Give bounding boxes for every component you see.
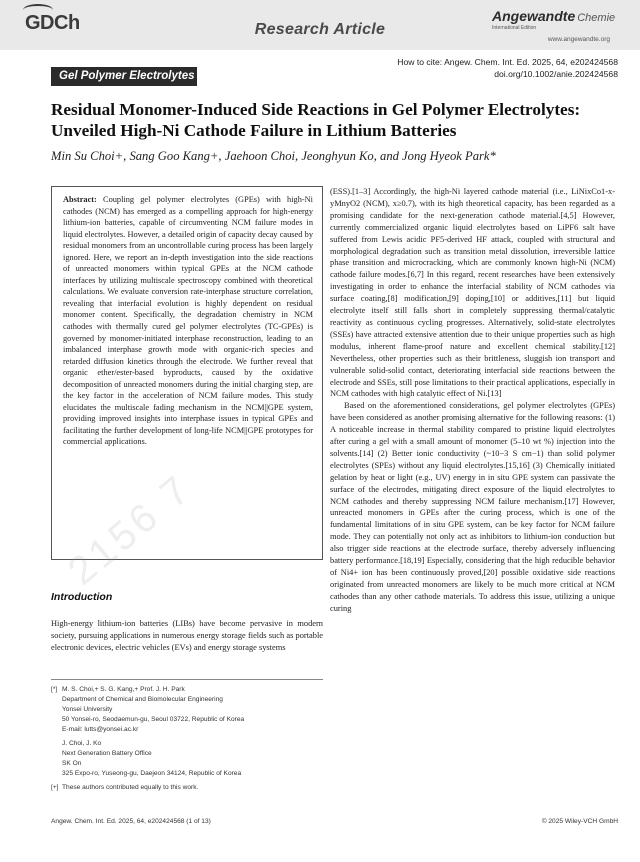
affiliation-line (51, 759, 323, 769)
watermark: 2156 7 (60, 465, 201, 594)
affiliation-text: 50 Yonsei-ro, Seodaemun-gu, Seoul 03722, Republic of Korea (62, 716, 245, 723)
affiliation-divider (51, 679, 323, 680)
footer-copyright: © 2025 Wiley-VCH GmbH (541, 818, 618, 825)
affiliation-text: SK On (62, 760, 82, 767)
journal-logo[interactable] (492, 8, 616, 44)
journal-url[interactable]: www.angewandte.org (547, 36, 610, 43)
introduction-text: High-energy lithium-ion batteries (LIBs) have become pervasive in modern society, pursuing applications in numerous energy storage fields such as portable electronic devices, electric vehicles (EVs) and energy storage systems (51, 619, 323, 652)
journal-logo-main: Angewandte (492, 8, 576, 24)
affiliation-line (51, 769, 323, 779)
section-label: Research Article (254, 21, 386, 38)
abstract-label: Abstract: (63, 195, 97, 204)
affiliation-line (51, 705, 323, 715)
right-column (330, 186, 615, 615)
author-list: Min Su Choi+, Sang Goo Kang+, Jaehoon Choi, Jeonghyun Ko, and Jong Hyeok Park* (51, 149, 496, 163)
abstract-text (63, 194, 313, 448)
journal-logo-chemie: Chemie (577, 12, 616, 24)
affiliation-text: These authors contributed equally to this work. (62, 784, 199, 791)
affiliation-mark: [*] (51, 686, 58, 693)
affiliation-text: J. Choi, J. Ko (62, 740, 102, 747)
right-paragraph-2: Based on the aforementioned considerations, gel polymer electrolytes (GPEs) have been considered as another promising alternative for the following reasons: (1) A noticeable increase in thermal stability compared to pristine liquid electrolytes after curing a gel with a small amount of monomer (5–10 wt %) injection into the solvents.[14] (2) Better ionic conductivity (~10−3 S cm−1) than solid polymer electrolytes (SPEs) without any liquid electrolytes.[15,16] (3) Chemically initiated gelation by heat or light (e.g., UV) energy in in situ GPE system can passivate the surface of the electrodes, mitigating direct exposure of the liquid electrolytes to NCM cathodes and thereby suppressing NCM failure mechanism.[17] However, unreacted monomers in GPEs after the curing process, which is one of the fundamental limitations of in situ GPE system, can be key factor for NCM failure mode. They can potentially not only act as inhibitors to lithium-ion conduction but also trigger side reactions at the electrode surface, thereby adversely influencing battery performance.[18,19] Especially, considering that the high reducible behavior of Ni4+ ion has been continuously proved,[20] possible oxidative side reactions originated from unreacted monomers are likely to be much more critical at NCM cathodes than any other cathode materials. To address this issue, utilizing a unique curing (330, 401, 615, 613)
doi-link[interactable]: doi.org/10.1002/anie.202424568 (494, 69, 618, 79)
right-paragraph-1: (ESS).[1–3] Accordingly, the high-Ni layered cathode material (i.e., LiNixCo1-x-yMnyO2 (NCM), x≥0.7), with its high theoretical capacity, has been regarded as a promising candidate for the next-generation cathode material.[4,5] However, currently commercialized organic liquid electrolytes based on LiPF6 salt have suffered from Lewis acidic PF5-derived HF attack, coupled with structural and morphological degradation such as transition metal dissolution, irreversible lattice phase transition and microcracking, which are commonly known high-Ni (NCM) cathode failure modes.[6,7] In this regard, recent researches have been extensively investigating in order to enhance the interfacial stability of NCM cathodes via surface coating,[8] modification,[9] doping,[10] or additives,[11] but liquid electrolyte itself still falls short in completely suppressing thermal/catalytic reactivity as continuous cycling progresses. Alternatively, solid-state electrolytes (SSEs) have attracted extensive attention due to their unique properties such as high modulus, inherent flame-proof nature and excellent chemical stability.[12] Nevertheless, other properties such as their brittleness, sluggish ion transport and vulnerable solid-solid contact, deteriorating interfacial side reactions between the electrode and SSEs, still pose limitations to their practical applications, especially in NCM cathodes with high catalytic effect of Ni.[13] (330, 187, 615, 399)
affiliation-mark: [+] (51, 784, 59, 791)
citation-block (397, 56, 618, 80)
affiliation-text: M. S. Choi,+ S. G. Kang,+ Prof. J. H. Park (62, 686, 185, 693)
affiliations (51, 685, 323, 793)
affiliation-line (51, 715, 323, 725)
journal-logo-tagline: International Edition (492, 25, 537, 31)
footer-citation: Angew. Chem. Int. Ed. 2025, 64, e202424568 (1 of 13) (51, 818, 211, 825)
publisher-logo-text: GDCh (25, 12, 80, 34)
affiliation-line (51, 725, 323, 735)
affiliation-text: Department of Chemical and Biomolecular Engineering (62, 696, 223, 703)
introduction-heading: Introduction (51, 591, 113, 603)
abstract-body: Coupling gel polymer electrolytes (GPEs) with high-Ni cathodes (NCM) has emerged as a compelling approach for high-energy lithium-ion batteries, capable of circumventing NCM failure modes in liquid electrolytes. However, a detailed origin of capacity decay caused by residual monomers from an uncontrollable curing process has been largely ignored. Here, we report an in-depth investigation into the side reactions of unreacted monomers within typical GPEs at the NCM cathode interfaces by utilizing multiscale spectroscopy combined with theoretical calculations. We evaluate conversion rate-interphase structure correlation, revealing that interfacial evolution is highly dependent on residual monomer content. Specifically, the degradation chemistry in NCM cathodes with thermally cured gel polymer electrolytes (TC-GPEs) is governed by monomer-initiated interphase reconstruction, leading to an imbalanced interphase growth mode with organic-rich species and retarded diffusion kinetics through the electrode. We further reveal that organic ether/ester-based byproducts, caused by the oxidative decomposition of unreacted monomers during the initial charging step, are the key factor in the acceleration of NCM failure modes. This study elucidates the multiscale fading mechanism in the NCM||GPE system, providing improved insights into interphase issues in typical GPEs and facilitating the further development of long-life NCM||GPE prototypes for commercial applications. (63, 195, 313, 447)
article-title: Residual Monomer-Induced Side Reactions in Gel Polymer Electrolytes: Unveiled High-Ni Cathode Failure in Lithium Batteries (51, 100, 581, 140)
affiliation-line (51, 783, 323, 793)
affiliation-line (51, 749, 323, 759)
topic-tag: Gel Polymer Electrolytes (51, 67, 197, 86)
affiliation-text: 325 Expo-ro, Yuseong-gu, Daejeon 34124, Republic of Korea (62, 770, 242, 777)
affiliation-line (51, 685, 323, 695)
affiliation-line (51, 739, 323, 749)
affiliation-text: Yonsei University (62, 706, 113, 713)
affiliation-line (51, 695, 323, 705)
affiliation-text: E-mail: lutts@yonsei.ac.kr (62, 726, 139, 733)
logo-arc-icon (23, 4, 53, 16)
abstract-box (51, 186, 323, 560)
how-to-cite: How to cite: Angew. Chem. Int. Ed. 2025, 64, e202424568 (397, 57, 618, 67)
affiliation-text: Next Generation Battery Office (62, 750, 152, 757)
